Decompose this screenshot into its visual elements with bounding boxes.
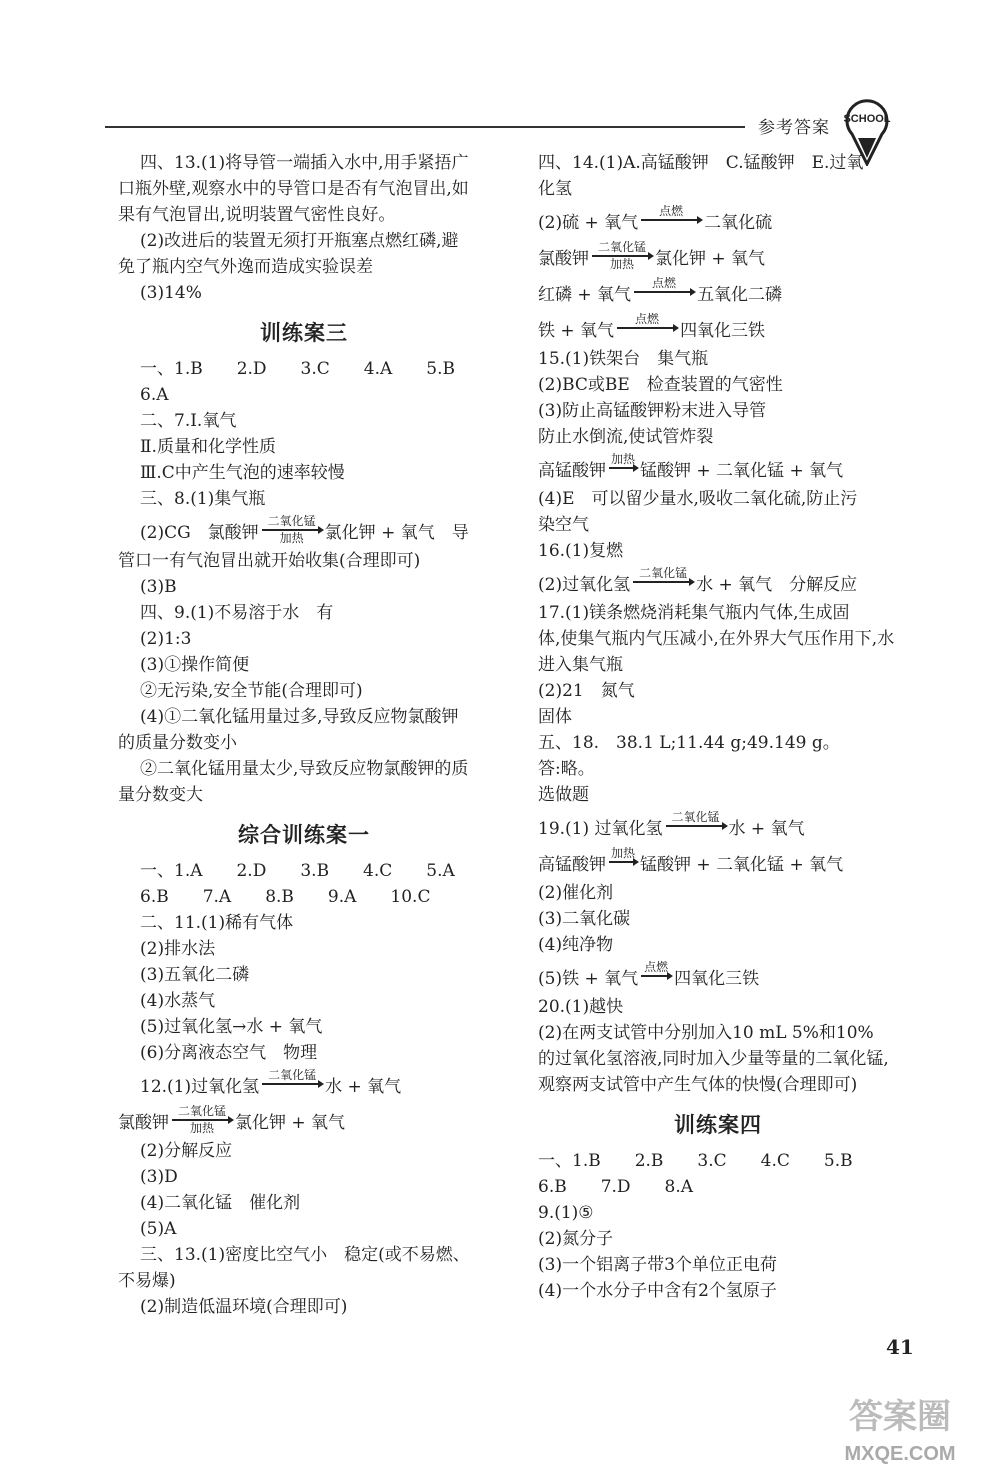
section-title: 训练案三	[260, 320, 348, 345]
text-line: (3)①操作简便	[140, 655, 250, 675]
text-line: 6.B 7.A 8.B 9.A 10.C	[140, 887, 431, 907]
text-line: 15.(1)铁架台 集气瓶	[538, 349, 709, 369]
text-line: 口瓶外壁,观察水中的导管口是否有气泡冒出,如	[118, 179, 469, 199]
text-line: 四、13.(1)将导管一端插入水中,用手紧捂广	[140, 153, 469, 173]
logo-text: SCHOOL	[843, 113, 891, 125]
text-line: (4)E 可以留少量水,吸收二氧化硫,防止污	[538, 489, 858, 509]
text-line: 答:略。	[538, 759, 595, 779]
text-line: (2)分解反应	[140, 1141, 233, 1161]
text-line: 果有气泡冒出,说明装置气密性良好。	[118, 205, 396, 225]
header-label: 参考答案	[758, 118, 830, 138]
reaction-arrow-icon: 二氧化锰	[666, 811, 726, 841]
text-line: (3)D	[140, 1167, 178, 1187]
text-line: 化氢	[538, 179, 572, 199]
text-line: (4)水蒸气	[140, 991, 216, 1011]
watermark-logo-icon	[812, 1390, 988, 1464]
equation: 氯酸钾 二氧化锰 加热 氯化钾 + 氧气	[118, 1104, 346, 1135]
text-line: (2)氮分子	[538, 1229, 614, 1249]
text-line: (2)排水法	[140, 939, 216, 959]
text-line: (2)BC或BE 检查装置的气密性	[538, 375, 783, 395]
text-line: 的质量分数变小	[118, 733, 237, 753]
reaction-arrow-icon: 加热	[609, 847, 637, 877]
text-line: 不易爆)	[118, 1271, 176, 1291]
text-line: 防止水倒流,使试管炸裂	[538, 427, 714, 447]
equation: 19.(1) 过氧化氢 二氧化锰 水 + 氧气	[538, 808, 898, 844]
equation: 氯酸钾 二氧化锰 加热 氯化钾 + 氧气	[538, 240, 766, 271]
equation: (2)CG 氯酸钾 二氧化锰 加热 氯化钾 + 氧气 导	[140, 514, 469, 545]
reaction-arrow-icon: 二氧化锰	[633, 567, 693, 597]
text-line: 进入集气瓶	[538, 655, 623, 675]
reaction-arrow-icon: 二氧化锰 加热	[262, 515, 322, 545]
watermark-site: MXQE.COM	[844, 1443, 956, 1464]
text-line: (2)21 氮气	[538, 681, 635, 701]
text-line: 一、1.B 2.D 3.C 4.A 5.B	[140, 359, 455, 379]
equation: 红磷 + 氧气 点燃 五氧化二磷	[538, 274, 898, 310]
text-line: (3)一个铝离子带3个单位正电荷	[538, 1255, 777, 1275]
reaction-arrow-icon: 二氧化锰	[262, 1069, 322, 1099]
header-rule	[105, 126, 745, 128]
text-line: 6.A	[140, 385, 169, 405]
text-line: 17.(1)镁条燃烧消耗集气瓶内气体,生成固	[538, 603, 850, 623]
text-line: 的过氧化氢溶液,同时加入少量等量的二氧化锰,	[538, 1049, 889, 1069]
text-line: 20.(1)越快	[538, 997, 624, 1017]
page-number: 41	[886, 1335, 914, 1359]
text-line: (2)催化剂	[538, 883, 614, 903]
text-line: (6)分离液态空气 物理	[140, 1043, 318, 1063]
text-line: (3)二氧化碳	[538, 909, 631, 929]
equation: (5)铁 + 氧气 点燃 四氧化三铁	[538, 958, 898, 994]
equation: (2)硫 + 氧气 点燃 二氧化硫	[538, 202, 898, 238]
text-line: 四、14.(1)A.高锰酸钾 C.锰酸钾 E.过氧	[538, 153, 864, 173]
text-line: (3)五氧化二磷	[140, 965, 250, 985]
text-line: (2)改进后的装置无须打开瓶塞点燃红磷,避	[140, 231, 459, 251]
text-line: (4)一个水分子中含有2个氢原子	[538, 1281, 777, 1301]
text-line: 9.(1)⑤	[538, 1203, 594, 1223]
section-title: 训练案四	[674, 1112, 762, 1137]
text-line: 染空气	[538, 515, 589, 535]
text-line: 管口一有气泡冒出就开始收集(合理即可)	[118, 551, 421, 571]
text-line: 量分数变大	[118, 785, 203, 805]
text-line: 二、7.Ⅰ.氧气	[140, 411, 237, 431]
text-line: 四、9.(1)不易溶于水 有	[140, 603, 334, 623]
text-line: (4)①二氧化锰用量过多,导致反应物氯酸钾	[140, 707, 459, 727]
text-line: 三、8.(1)集气瓶	[140, 489, 266, 509]
text-line: Ⅱ.质量和化学性质	[140, 437, 276, 457]
text-line: (3)14%	[140, 283, 202, 303]
equation: 高锰酸钾 加热 锰酸钾 + 二氧化锰 + 氧气	[538, 450, 898, 486]
text-line: (2)制造低温环境(合理即可)	[140, 1297, 348, 1317]
equation: (2)过氧化氢 二氧化锰 水 + 氧气 分解反应	[538, 564, 898, 600]
text-line: 免了瓶内空气外逸而造成实验误差	[118, 257, 373, 277]
text-line: 体,使集气瓶内气压减小,在外界大气压作用下,水	[538, 629, 895, 649]
text-line: 16.(1)复燃	[538, 541, 624, 561]
equation: 高锰酸钾 加热 锰酸钾 + 二氧化锰 + 氧气	[538, 844, 898, 880]
text-line: 三、13.(1)密度比空气小 稳定(或不易燃、	[140, 1245, 470, 1265]
text-line: (5)A	[140, 1219, 177, 1239]
text-line: (3)B	[140, 577, 177, 597]
text-line: (4)二氧化锰 催化剂	[140, 1193, 301, 1213]
text-line: 固体	[538, 707, 572, 727]
text-line: (2)在两支试管中分别加入10 mL 5%和10%	[538, 1023, 874, 1043]
text-line: Ⅲ.C中产生气泡的速率较慢	[140, 463, 345, 483]
text-line: (2)1:3	[140, 629, 192, 649]
text-line: 选做题	[538, 785, 589, 805]
reaction-arrow-icon: 点燃	[641, 205, 701, 235]
right-column	[538, 150, 898, 1304]
reaction-arrow-icon: 二氧化锰 加热	[592, 241, 652, 271]
text-line: ②二氧化锰用量太少,导致反应物氯酸钾的质	[140, 759, 469, 779]
text-line: 五、18. 38.1 L;11.44 g;49.149 g。	[538, 733, 840, 753]
section-title: 综合训练案一	[238, 822, 370, 847]
text-line: 一、1.B 2.B 3.C 4.C 5.B	[538, 1151, 853, 1171]
reaction-arrow-icon: 点燃	[641, 961, 671, 991]
text-line: ②无污染,安全节能(合理即可)	[140, 681, 363, 701]
left-column	[118, 150, 490, 1320]
reaction-arrow-icon: 二氧化锰 加热	[172, 1105, 232, 1135]
text-line: (5)过氧化氢→水 + 氧气	[140, 1017, 323, 1037]
text-line: (3)防止高锰酸钾粉末进入导管	[538, 401, 767, 421]
equation: 铁 + 氧气 点燃 四氧化三铁	[538, 310, 898, 346]
reaction-arrow-icon: 点燃	[617, 313, 677, 343]
reaction-arrow-icon: 点燃	[634, 277, 694, 307]
text-line: (4)纯净物	[538, 935, 614, 955]
text-line: 一、1.A 2.D 3.B 4.C 5.A	[140, 861, 455, 881]
text-line: 观察两支试管中产生气体的快慢(合理即可)	[538, 1075, 858, 1095]
reaction-arrow-icon: 加热	[609, 453, 637, 483]
text-line: 二、11.(1)稀有气体	[140, 913, 294, 933]
text-line: 6.B 7.D 8.A	[538, 1177, 694, 1197]
equation: 12.(1)过氧化氢 二氧化锰 水 + 氧气	[118, 1066, 490, 1102]
watermark-text: 答案圈	[849, 1397, 951, 1437]
